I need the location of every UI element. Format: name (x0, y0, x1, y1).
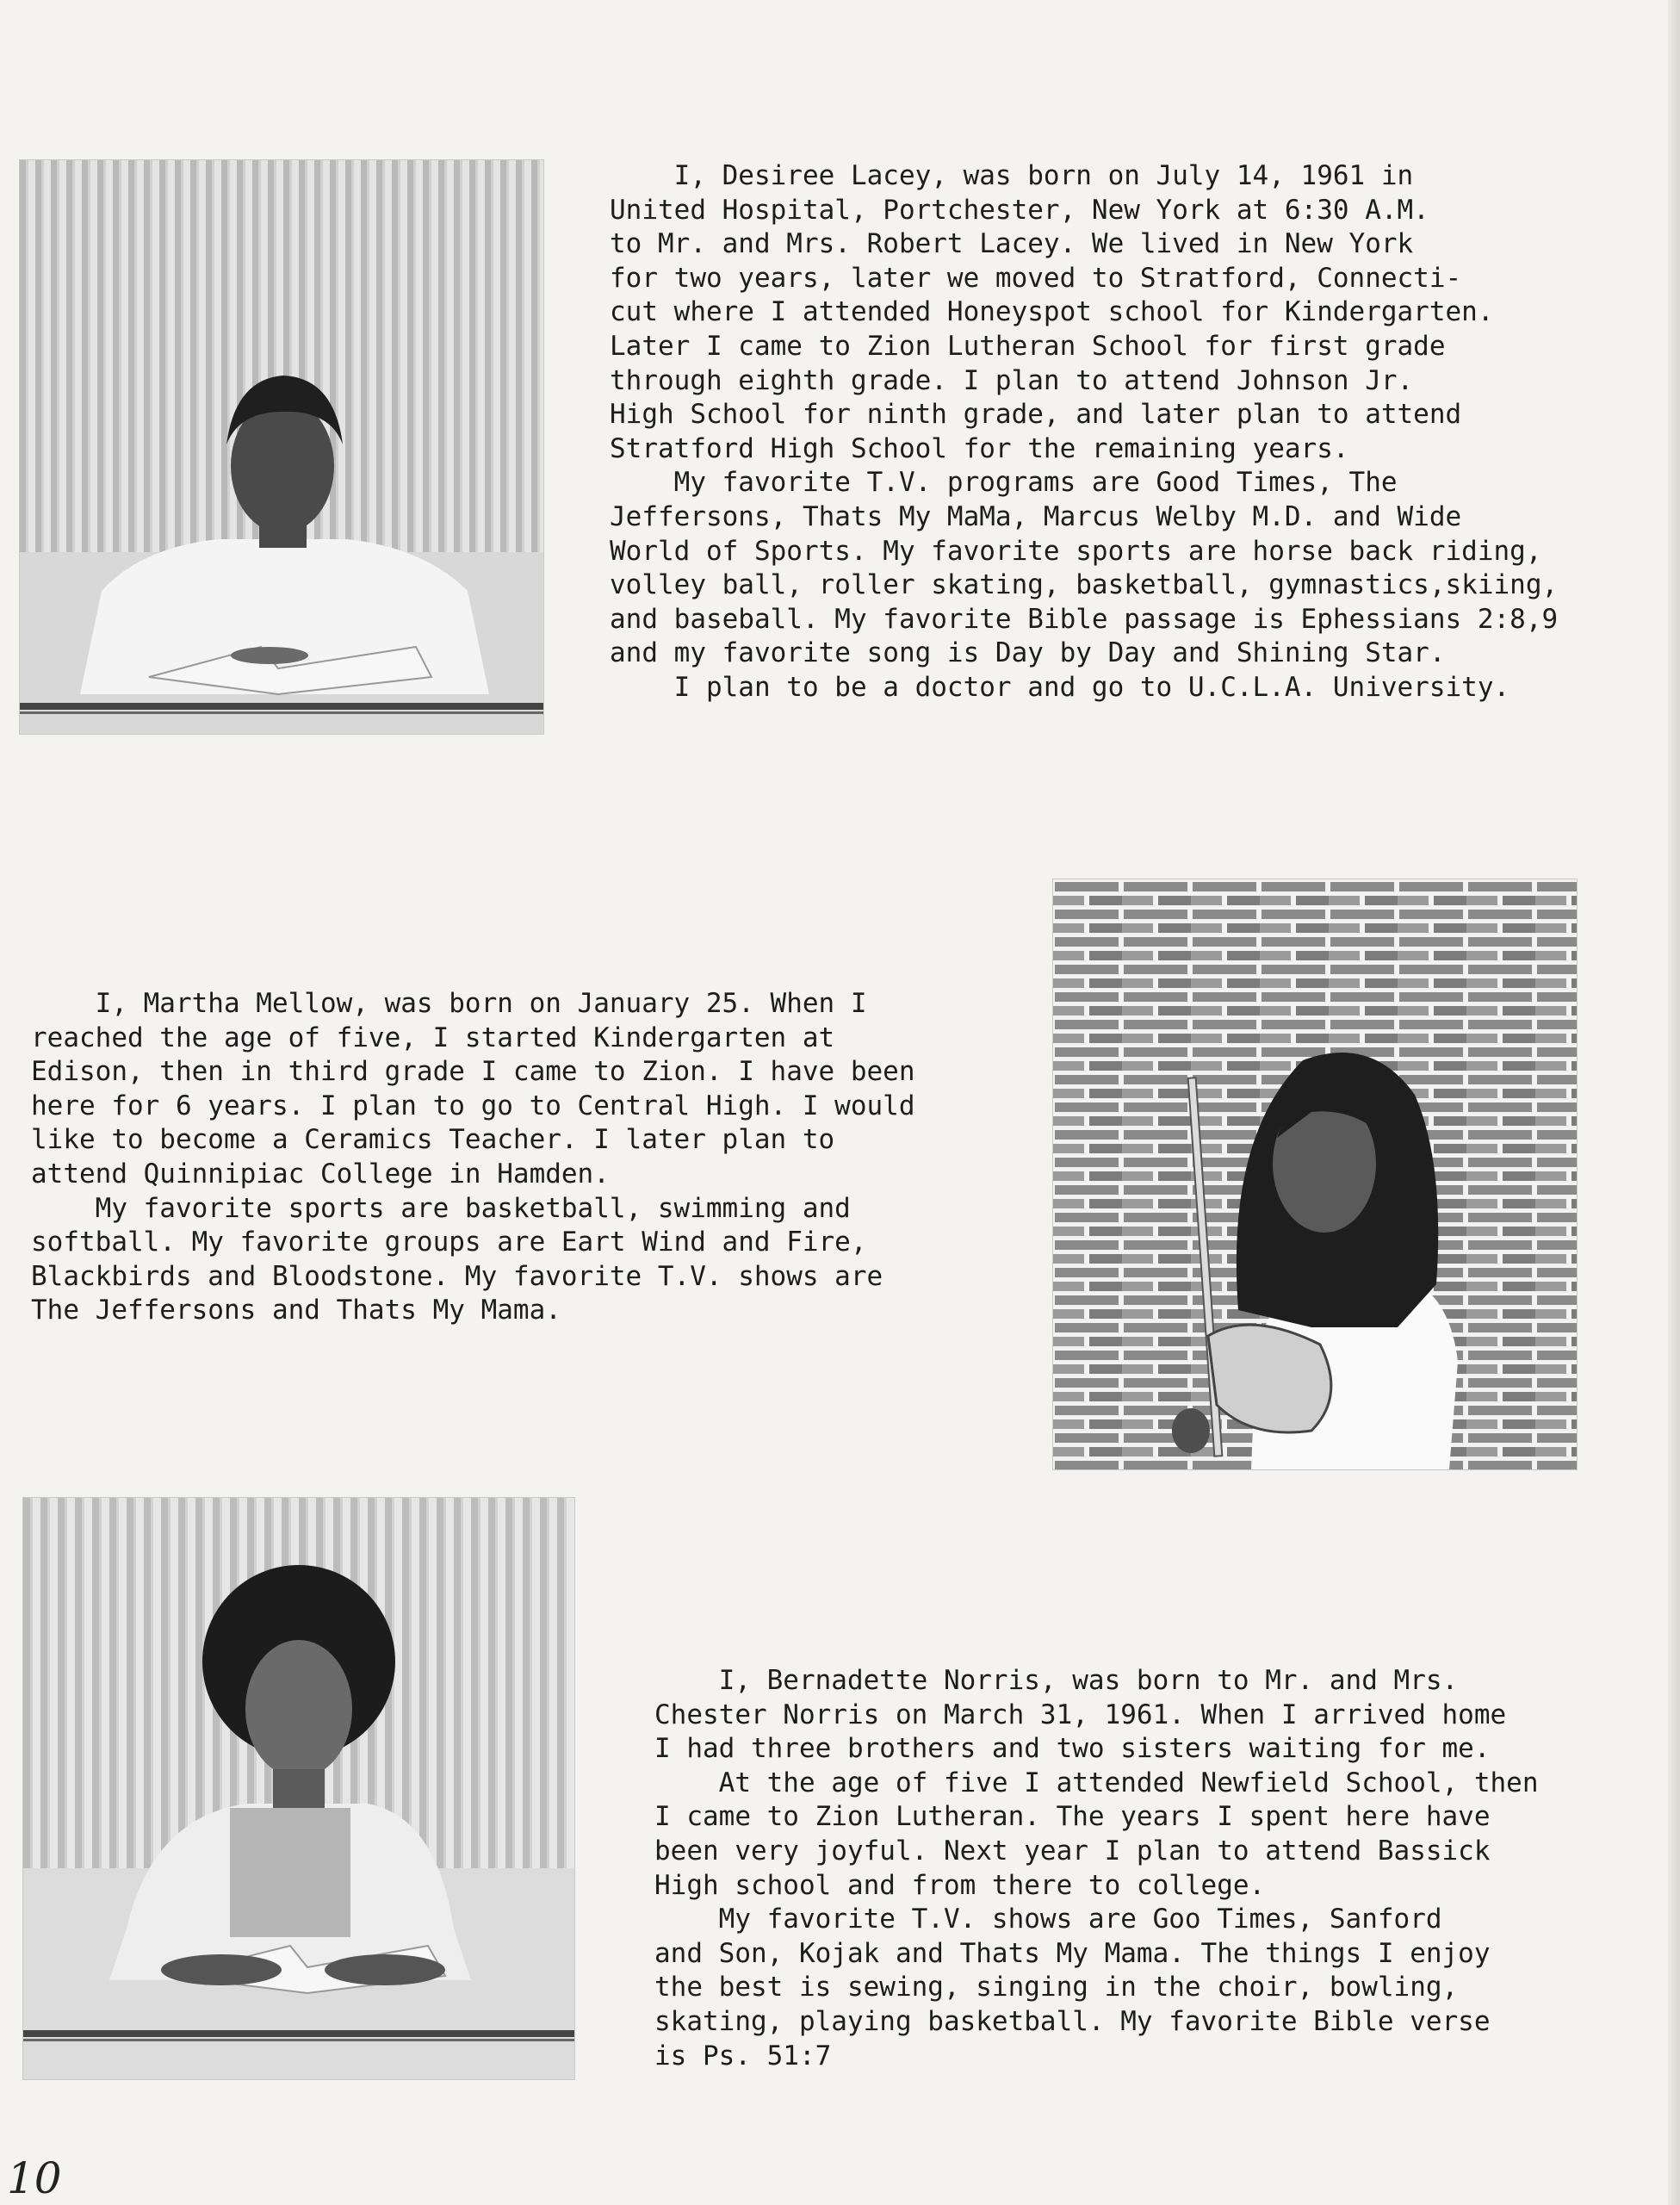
bio-line: Stratford High School for the remaining years. (610, 432, 1349, 464)
bio-text-bernadette-norris (654, 1664, 1539, 2073)
bio-line: the best is sewing, singing in the choir, bowling, (654, 1972, 1459, 2003)
bio-line: At the age of five I attended Newfield School, then (654, 1767, 1539, 1798)
bio-line: World of Sports. My favorite sports are horse back riding, (610, 535, 1542, 567)
bio-line: been very joyful. Next year I plan to attend Bassick (654, 1835, 1491, 1866)
page-edge (1668, 0, 1680, 2205)
bio-line: I, Desiree Lacey, was born on July 14, 1961 in (610, 160, 1414, 191)
bio-line: I plan to be a doctor and go to U.C.L.A. University. (610, 671, 1510, 703)
bio-line: Edison, then in third grade I came to Zion. I have been (31, 1056, 915, 1088)
bio-line: I, Bernadette Norris, was born to Mr. and Mrs. (654, 1665, 1459, 1696)
bio-line: and Son, Kojak and Thats My Mama. The things I enjoy (654, 1937, 1491, 1969)
student-portrait-icon (1053, 879, 1577, 1469)
bio-line: volley ball, roller skating, basketball, gymnastics,skiing, (610, 569, 1559, 601)
student-photo-desiree-lacey (19, 159, 544, 735)
page-number: 10 (7, 2153, 62, 2203)
bio-line: I, Martha Mellow, was born on January 25. When I (31, 988, 867, 1019)
bio-line: here for 6 years. I plan to go to Central High. I would (31, 1090, 915, 1121)
bio-line: I came to Zion Lutheran. The years I spent here have (654, 1801, 1491, 1833)
bio-line: United Hospital, Portchester, New York at 6:30 A.M. (610, 194, 1429, 226)
student-portrait-icon (20, 160, 543, 734)
student-photo-bernadette-norris (22, 1497, 575, 2080)
bio-line: The Jeffersons and Thats My Mama. (31, 1295, 561, 1326)
bio-line: My favorite T.V. programs are Good Times, The (610, 467, 1398, 499)
bio-line: Blackbirds and Bloodstone. My favorite T.V. shows are (31, 1260, 883, 1292)
student-portrait-icon (23, 1498, 574, 2079)
bio-line: cut where I attended Honeyspot school for Kindergarten. (610, 296, 1494, 328)
bio-line: reached the age of five, I started Kindergarten at (31, 1022, 835, 1053)
bio-line: My favorite sports are basketball, swimming and (31, 1192, 851, 1224)
bio-line: softball. My favorite groups are Eart Wind and Fire, (31, 1227, 867, 1258)
bio-line: is Ps. 51:7 (654, 2040, 832, 2071)
bio-text-desiree-lacey (610, 159, 1558, 705)
bio-line: for two years, later we moved to Stratford, Connecti- (610, 262, 1462, 294)
bio-line: and my favorite song is Day by Day and Shining Star. (610, 637, 1446, 669)
bio-line: to Mr. and Mrs. Robert Lacey. We lived in New York (610, 228, 1414, 260)
bio-line: I had three brothers and two sisters waiting for me. (654, 1733, 1491, 1765)
bio-line: My favorite T.V. shows are Goo Times, Sanford (654, 1904, 1442, 1935)
bio-line: Chester Norris on March 31, 1961. When I arrived home (654, 1699, 1507, 1730)
bio-line: High school and from there to college. (654, 1869, 1266, 1901)
bio-line: through eighth grade. I plan to attend Johnson Jr. (610, 364, 1414, 396)
bio-line: Later I came to Zion Lutheran School for first grade (610, 330, 1446, 362)
student-photo-martha-mellow (1052, 879, 1578, 1470)
bio-text-martha-mellow (31, 987, 915, 1328)
bio-line: like to become a Ceramics Teacher. I later plan to (31, 1124, 835, 1156)
bio-line: attend Quinnipiac College in Hamden. (31, 1158, 610, 1189)
bio-line: Jeffersons, Thats My MaMa, Marcus Welby M.D. and Wide (610, 500, 1462, 532)
bio-line: skating, playing basketball. My favorite Bible verse (654, 2005, 1491, 2037)
bio-line: and baseball. My favorite Bible passage is Ephessians 2:8,9 (610, 603, 1559, 635)
bio-line: High School for ninth grade, and later plan to attend (610, 399, 1462, 431)
